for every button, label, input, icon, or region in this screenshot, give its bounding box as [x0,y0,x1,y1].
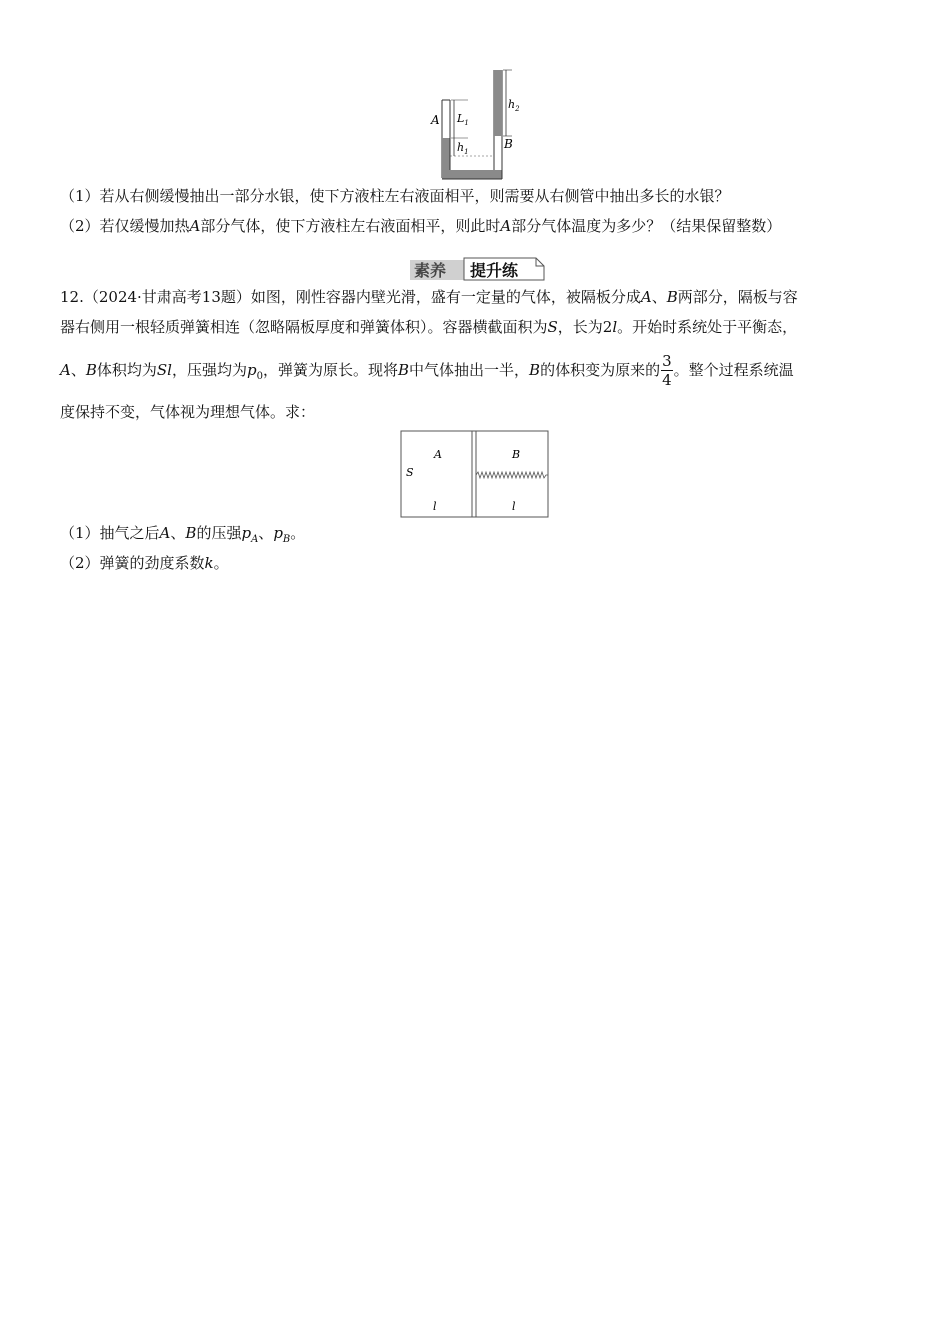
label-h2: $h_2$ [508,98,520,113]
utube-figure [420,62,540,184]
q12-part1: （1）抽气之后A、B的压强$p_A$、$p_B$。 [60,524,306,545]
badge-left-text: 素养 [414,261,447,280]
container-label-s: S [406,466,414,479]
q12-line1: 12.（2024·甘肃高考13题）如图，刚性容器内壁光滑，盛有一定量的气体，被隔板分成A、B两部分，隔板与容 [60,288,798,306]
container-label-l-left: l [433,500,437,513]
q11-part1: （1）若从右侧缓慢抽出一部分水银，使下方液柱左右液面相平，则需要从右侧管中抽出多长的水银？ [60,187,730,205]
container-label-a: A [434,448,442,461]
fraction-three-quarters: $\frac{3}{4}$ [662,352,672,389]
q12-part2: （2）弹簧的劲度系数k。 [60,554,229,572]
label-b: B [504,137,513,151]
q12-line3: A、B体积均为Sl，压强均为$p_0$，弹簧为原长。现将B中气体抽出一半，B的体积变为原来的 $\frac{3}{4}$ 。整个过程系统温 [60,352,794,389]
section-badge [410,256,546,282]
q11-part2: （2）若仅缓慢加热A部分气体，使下方液柱左右液面相平，则此时A部分气体温度为多少？（结果保留整数） [60,217,782,235]
label-l1: $L_1$ [457,112,469,127]
container-figure [400,430,550,520]
q12-line4: 度保持不变，气体视为理想气体。求： [60,403,316,421]
q12-line2: 器右侧用一根轻质弹簧相连（忽略隔板厚度和弹簧体积）。容器横截面积为S，长为2l。开始时系统处于平衡态， [60,318,798,336]
label-h1: $h_1$ [457,141,469,156]
label-a: A [431,113,440,127]
container-label-b: B [512,448,521,461]
container-label-l-right: l [512,500,516,513]
badge-right-text: 提升练 [470,261,519,280]
